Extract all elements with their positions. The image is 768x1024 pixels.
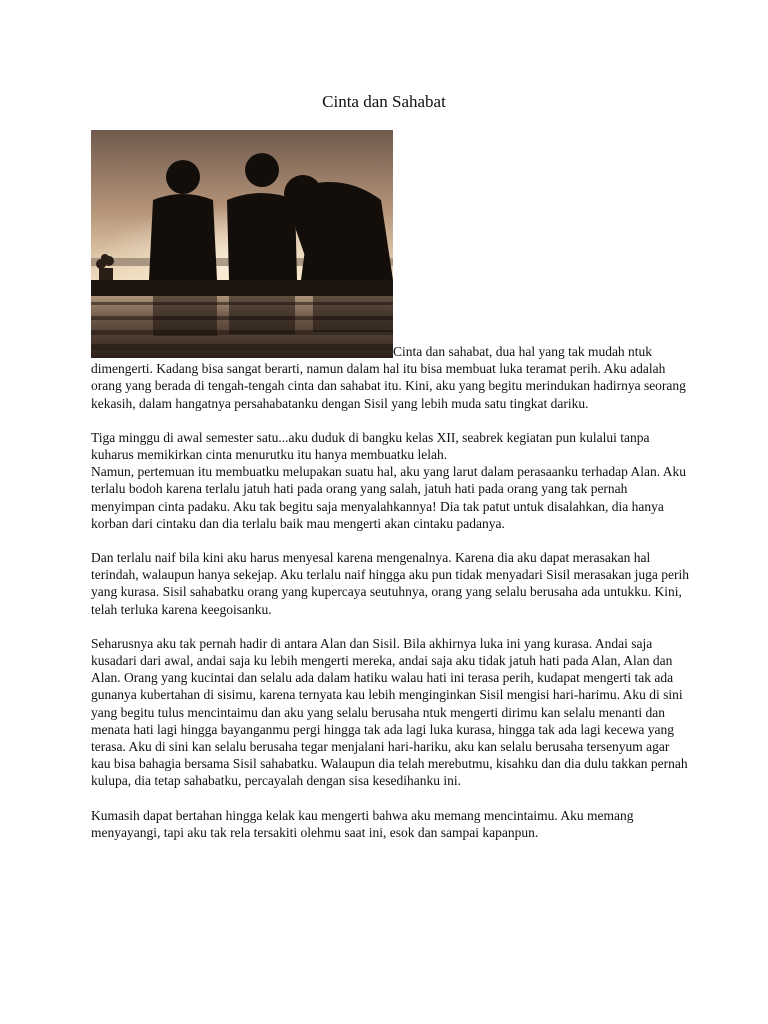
paragraph-2: Tiga minggu di awal semester satu...aku duduk di bangku kelas XII, seabrek kegiatan pun kulalui tanpa kuharus memikirkan cinta menurutku itu hanya membuatku lelah. <box>91 429 650 463</box>
paragraph-3: Namun, pertemuan itu membuatku melupakan suatu hal, aku yang larut dalam perasaanku terhadap Alan. Aku terlalu bodoh karena terlalu jatuh hati pada orang yang salah, jatuh hati pada orang yang tak pernah menyimpan cinta padaku. Aku tak begitu saja menyalahkannya! Dia tak patut untuk disalahkan, dia hanya korban dari cintaku dan dia terlalu baik mau mengerti akan cintaku padanya. <box>91 464 686 531</box>
text-flow <box>91 429 691 841</box>
paragraph-1: Cinta dan sahabat, dua hal yang tak mudah ntuk dimengerti. Kadang bisa sangat berarti, namun dalam hal itu bisa membuat luka teramat perih. Aku adalah orang yang berada di tengah-tengah cinta dan sahabat itu. Kini, aku yang begitu merindukan hadirnya seorang kekasih, dalam hangatnya persahabatanku dengan Sisil yang lebih muda satu tingkat dariku. <box>91 344 686 411</box>
paragraph-6: Kumasih dapat bertahan hingga kelak kau mengerti bahwa aku memang mencintaimu. Aku memang menyayangi, tapi aku tak rela tersakiti olehmu saat ini, esok dan sampai kapanpun. <box>91 807 634 840</box>
silhouette-friends-sunset-photo <box>91 130 393 358</box>
paragraph-5: Seharusnya aku tak pernah hadir di antara Alan dan Sisil. Bila akhirnya luka ini yang kurasa. Andai saja kusadari dari awal, andai saja ku lebih mengerti mereka, andai saja aku tidak jatuh hati pada Alan, Alan dan Alan. Orang yang kucintai dan selalu ada dalam hatiku walau hati ini terasa perih, kudapat mengerti tak ada gunanya kubertahan di sisimu, karena ternyata kau lebih menginginkan Sisil mengisi hari-harimu. Aku di sini yang begitu tulus mencintaimu dan aku yang selalu berusaha ntuk mengerti dirimu kan selalu menanti dan menata hati lagi hingga bayanganmu pergi hingga tak ada lagi luka kurasa, hingga tak ada lagi kecewa yang terasa. Aku di sini kan selalu berusaha tegar menjalani hari-hariku, aku kan selalu berusaha tersenyum agar kau bisa bahagia bersama Sisil sahabatku. Walaupun dia telah merebutmu, kisahku dan dia dulu takkan pernah kulupa, dia tetap sahabatku, percayalah dengan sisa kesedihanku ini. <box>91 635 688 789</box>
document-body <box>91 128 691 858</box>
paragraph-4: Dan terlalu naif bila kini aku harus menyesal karena mengenalnya. Karena dia aku dapat merasakan hal terindah, walaupun hanya sekejap. Aku terlalu naif hingga aku pun tidak menyadari Sisil merasakan juga perih yang kurasa. Sisil sahabatku orang yang kupercaya seutuhnya, orang yang selalu berusaha ada untukku. Kini, telah terluka karena keegoisanku. <box>91 550 689 617</box>
photo-illustration <box>91 130 393 358</box>
document-title: Cinta dan Sahabat <box>322 92 446 111</box>
